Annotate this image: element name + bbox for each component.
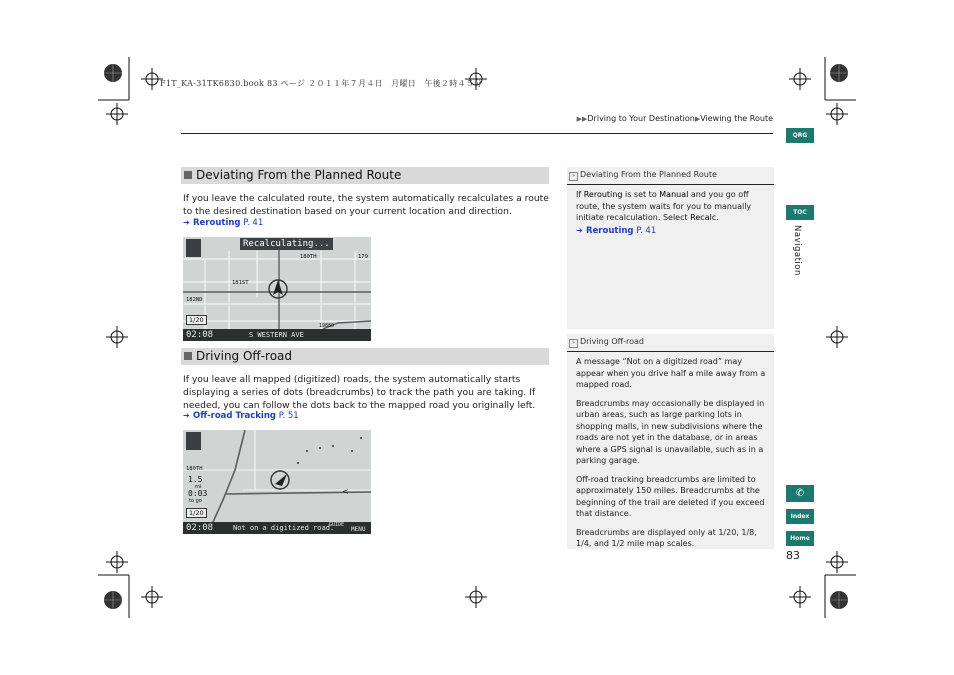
street-label: 181ST <box>232 280 249 286</box>
sidebar-heading: Driving Off-road <box>580 337 645 346</box>
map-roads <box>183 237 371 341</box>
guide-button[interactable]: GUIDE <box>329 522 345 528</box>
note-paragraph: Breadcrumbs may occasionally be displayed in urban areas, such as large parking lots in shopping malls, in new subdivisions where the roads are not yet in the database, or in areas where a GPS signal is unavailable, such as in a parking garage. <box>576 398 765 465</box>
section-heading-deviating: Deviating From the Planned Route <box>181 167 549 184</box>
status-bar <box>183 522 371 534</box>
print-metadata: F1T_KA-31TK6830.book 83 ページ ２０１１年７月４日 月曜日 午後２時４５分 <box>160 79 483 88</box>
qrg-tab[interactable]: QRG <box>786 128 814 143</box>
street-label: 180TH <box>186 466 203 472</box>
status-bar <box>183 329 371 341</box>
note-paragraph: A message “Not on a digitized road” may appear when you drive half a mile away from a mapped road. <box>576 357 766 389</box>
xref-arrow-icon: ➔ <box>576 225 583 235</box>
section-body-deviating: If you leave the calculated route, the system automatically recalculates a route to the desired destination based on your current location and direction. <box>183 193 549 217</box>
nav-screen-offroad <box>183 430 371 534</box>
compass-icon <box>186 239 201 257</box>
map-label: 19880 <box>319 323 335 329</box>
breadcrumb-section[interactable]: Viewing the Route <box>700 114 773 123</box>
note-icon: » <box>569 172 578 181</box>
toc-tab[interactable]: TOC <box>786 205 814 220</box>
eta-unit: to go <box>189 498 202 504</box>
map-scale: 1/20 <box>186 508 207 518</box>
clock: 02:08 <box>186 523 214 533</box>
map-scale: 1/20 <box>186 315 207 325</box>
note-icon: » <box>569 339 578 348</box>
map-roads <box>183 430 371 534</box>
clock: 02:08 <box>186 330 214 340</box>
recalculating-banner: Recalculating... <box>240 238 333 250</box>
voice-command-icon[interactable]: ✆ <box>786 485 814 502</box>
home-tab[interactable]: Home <box>786 531 814 546</box>
section-body-offroad: If you leave all mapped (digitized) roads, the system automatically starts displaying a series of dots (breadcrumbs) to track the path you are taking. If needed, you can follow the dots back to the mapped road you originally left. <box>183 374 536 411</box>
sidebar-note-deviating: » Deviating From the Planned Route If Rerouting is set to Manual and you go off route, the system waits for you to manually initiate recalculation. Select Recalc. ➔ Rerouting P. 41 <box>567 167 774 329</box>
compass-icon <box>186 432 201 450</box>
chevron-left-icon: < <box>342 487 349 496</box>
breadcrumb-chapter[interactable]: Driving to Your Destination <box>587 114 695 123</box>
sidebar-note-offroad <box>567 334 774 549</box>
distance-value: 1.5 <box>188 475 203 484</box>
offroad-status: Not on a digitized road. <box>233 524 335 532</box>
street-label: 182ND <box>186 297 203 303</box>
index-tab[interactable]: Index <box>786 509 814 524</box>
page-number: 83 <box>786 549 800 562</box>
street-label: 180TH <box>300 254 317 260</box>
distance-unit: mi <box>195 484 202 490</box>
xref-rerouting-link[interactable]: ➔ Rerouting P. 41 <box>576 225 657 236</box>
xref-arrow-icon: ➔ <box>183 218 190 227</box>
xref-offroad-link[interactable]: ➔ Off-road Tracking P. 51 <box>183 411 299 421</box>
xref-rerouting-link[interactable]: ➔ Rerouting P. 41 <box>183 218 264 228</box>
eta-value: 0:03 <box>188 489 208 498</box>
sidebar-heading: Deviating From the Planned Route <box>580 170 717 179</box>
header-rule <box>181 133 773 134</box>
chapter-label: Navigation <box>792 225 802 276</box>
note-paragraph: Breadcrumbs are displayed only at 1/20, 1/8, 1/4, and 1/2 mile map scales. <box>576 527 757 548</box>
nav-screen-recalculating <box>183 237 371 341</box>
breadcrumb: ▶▶Driving to Your Destination▶Viewing the Route <box>576 114 773 123</box>
note-paragraph: Off-road tracking breadcrumbs are limited to approximately 150 miles. Breadcrumbs at the beginning of the trail are deleted if you exceed that distance. <box>576 474 765 518</box>
current-road: S WESTERN AVE <box>249 331 304 339</box>
section-heading-offroad: Driving Off-road <box>181 348 549 365</box>
street-label: 179 <box>358 254 368 260</box>
menu-button[interactable]: MENU <box>351 526 366 533</box>
xref-arrow-icon: ➔ <box>183 411 190 420</box>
